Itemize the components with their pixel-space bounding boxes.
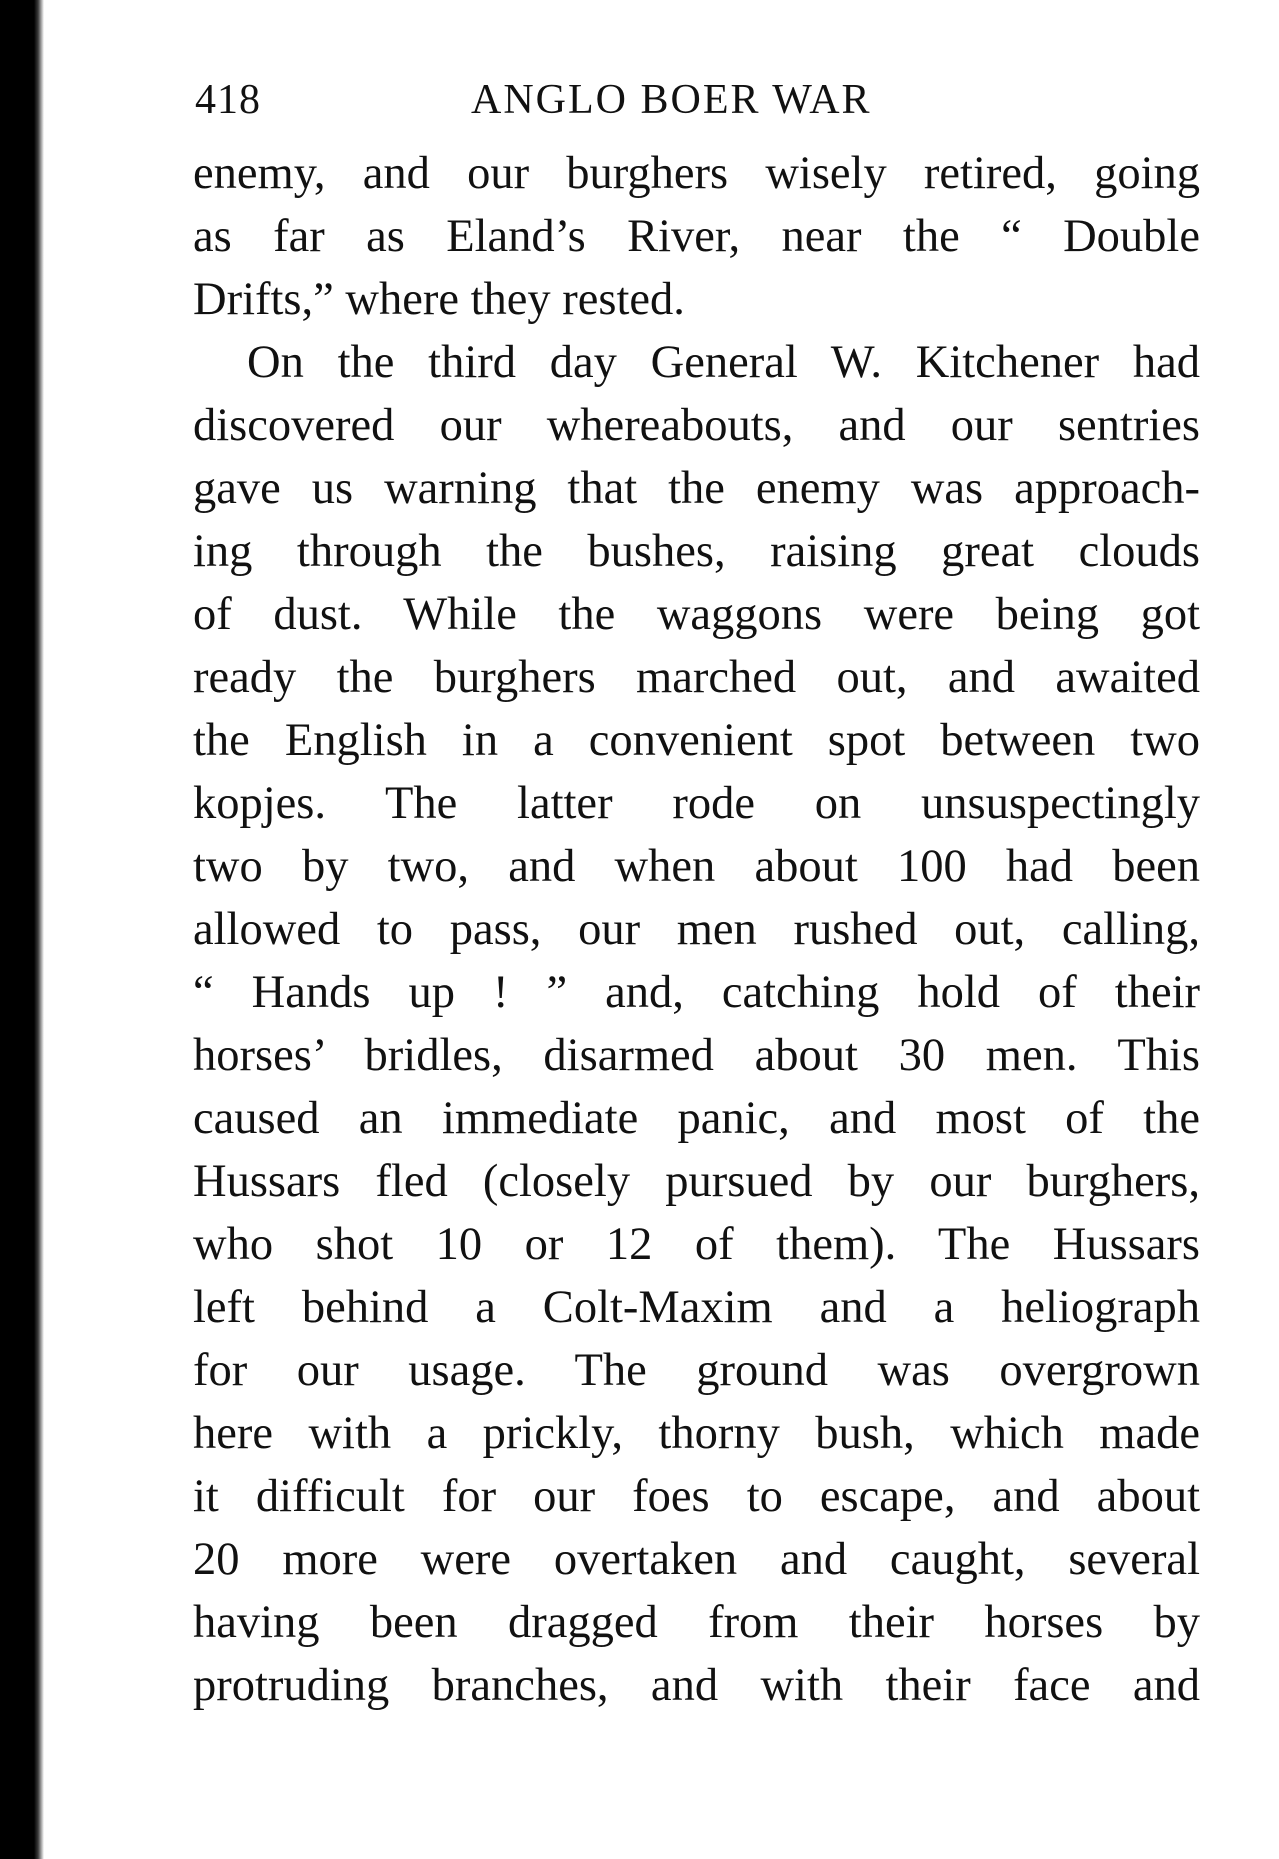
text-line: left behind a Colt-Maxim and a heliograph [193, 1282, 1200, 1333]
text-line: as far as Eland’s River, near the “ Double [193, 211, 1200, 262]
text-line: Hussars fled (closely pursued by our burghers, [193, 1156, 1200, 1207]
text-line: here with a prickly, thorny bush, which made [193, 1408, 1200, 1459]
text-line: protruding branches, and with their face and [193, 1660, 1200, 1711]
running-head [193, 76, 1200, 136]
book-page [193, 76, 1200, 1717]
text-line: “ Hands up ! ” and, catching hold of their [193, 967, 1200, 1018]
text-line: horses’ bridles, disarmed about 30 men. This [193, 1030, 1200, 1081]
text-line: 20 more were overtaken and caught, several [193, 1534, 1200, 1585]
text-line: the English in a convenient spot between two [193, 715, 1200, 766]
text-line: kopjes. The latter rode on unsuspectingly [193, 778, 1200, 829]
text-line: discovered our whereabouts, and our sentries [193, 400, 1200, 451]
paragraph-start-line: On the third day General W. Kitchener had [247, 337, 1200, 388]
text-line: it difficult for our foes to escape, and about [193, 1471, 1200, 1522]
text-line: Drifts,” where they rested. [193, 274, 685, 325]
text-line: gave us warning that the enemy was approach- [193, 463, 1200, 514]
body-text [193, 142, 1200, 1717]
text-line: of dust. While the waggons were being got [193, 589, 1200, 640]
text-line: for our usage. The ground was overgrown [193, 1345, 1200, 1396]
running-title: ANGLO BOER WAR [471, 77, 872, 123]
text-line: allowed to pass, our men rushed out, calling, [193, 904, 1200, 955]
text-line: enemy, and our burghers wisely retired, going [193, 148, 1200, 199]
page-number: 418 [195, 77, 261, 123]
text-line: two by two, and when about 100 had been [193, 841, 1200, 892]
text-line: having been dragged from their horses by [193, 1597, 1200, 1648]
text-line: who shot 10 or 12 of them). The Hussars [193, 1219, 1200, 1270]
page-binding-edge [0, 0, 44, 1859]
text-line: caused an immediate panic, and most of the [193, 1093, 1200, 1144]
text-line: ready the burghers marched out, and awaited [193, 652, 1200, 703]
text-line: ing through the bushes, raising great clouds [193, 526, 1200, 577]
